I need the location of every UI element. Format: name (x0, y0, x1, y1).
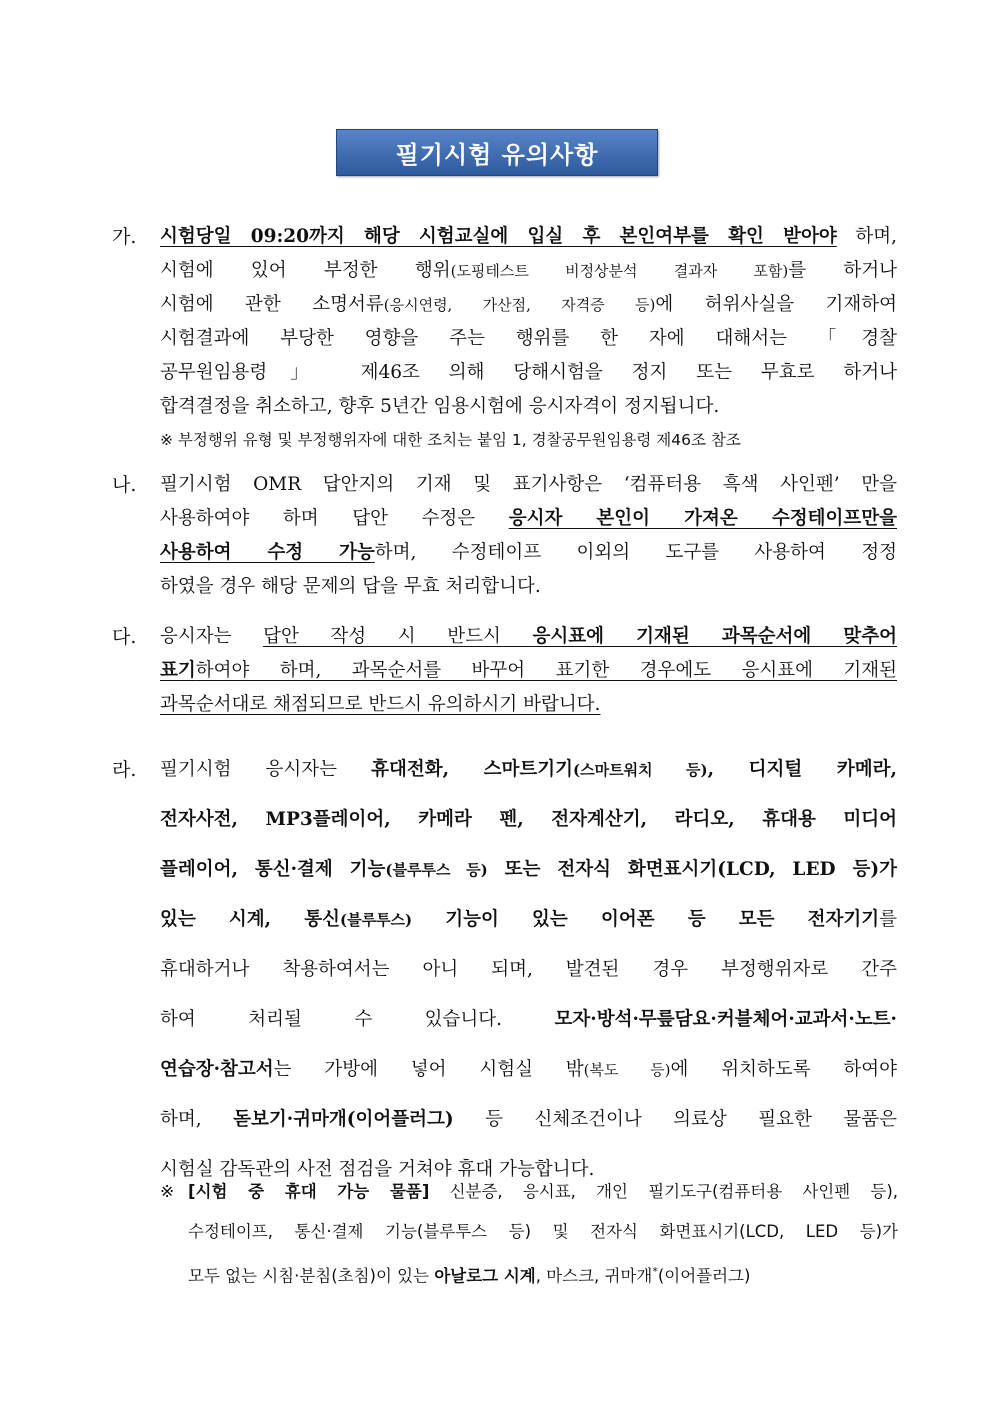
emphasis-text: 돋보기·귀마개(이어플러그) (233, 1109, 454, 1130)
emphasis-text: 응시표에 기재된 과목순서에 맞추어 (532, 626, 897, 647)
body-text: 필기시험 응시자는 (160, 759, 372, 780)
body-text: 휴대하거나 착용하여서는 아니 되며, 발견된 경우 부정행위자로 간주 (160, 959, 897, 980)
emphasis-text: 모자·방석·무릎담요·커블체어·교과서·노트· (554, 1009, 897, 1030)
underlined-text: 답안 작성 시 반드시 (263, 626, 533, 647)
body-text: 공무원임용령」 제46조 의해 당해시험을 정지 또는 무효로 하거나 (160, 362, 897, 383)
section-marker: 가. (112, 226, 137, 248)
emphasis-text: 응시자 본인이 가져온 수정테이프만을 (508, 508, 897, 529)
emphasis-text: 아날로그 시계 (434, 1266, 536, 1286)
underlined-text: 과목순서대로 채점되므로 반드시 유의하시기 바랍니다. (160, 694, 601, 715)
emphasis-text: 또는 전자식 화면표시기(LCD, LED 등)가 (487, 859, 897, 880)
emphasis-text: 연습장·참고서 (160, 1059, 274, 1080)
emphasis-text: 기능이 있는 이어폰 등 모든 전자기기 (412, 909, 880, 930)
section-body (160, 468, 897, 604)
emphasis-text: , 디지털 카메라, (707, 759, 897, 780)
body-text: (도핑테스트 비정상분석 결과자 포함) (450, 262, 789, 280)
emphasis-text: 휴대전화, 스마트기기 (371, 759, 574, 780)
note-body (188, 1172, 898, 1292)
section-marker: 다. (112, 626, 137, 648)
body-text: 시험결과에 부당한 영향을 주는 행위를 한 자에 대해서는 「경찰 (160, 328, 897, 349)
emphasis-text: (블루투스) (339, 911, 413, 929)
emphasis-text: (블루투스 등) (385, 861, 488, 879)
body-text: 합격결정을 취소하고, 향후 5년간 임용시험에 응시자격이 정지됩니다. (160, 396, 720, 417)
body-text: 에 허위사실을 기재하여 (655, 294, 897, 315)
emphasis-text: [시험 중 휴대 가능 물품] (188, 1182, 430, 1201)
body-text: , 마스크, 귀마개 (535, 1266, 653, 1286)
body-text: 응시자는 (160, 626, 264, 647)
body-text: 시험에 있어 부정한 행위 (160, 260, 451, 281)
body-text: 시험에 관한 소명서류 (160, 294, 384, 315)
section-marker: 라. (112, 759, 137, 781)
body-text: 사용하여야 하며 답안 수정은 (160, 508, 509, 529)
body-text: 에 위치하도록 하여야 (670, 1059, 897, 1080)
section-body (160, 220, 897, 456)
emphasis-text: 시험당일 09:20까지 해당 시험교실에 입실 후 본인여부를 확인 받아야 (160, 226, 837, 247)
body-text: 를 하거나 (788, 260, 897, 281)
body-text: 하였을 경우 해당 문제의 답을 무효 처리합니다. (160, 576, 541, 597)
body-text: 수정테이프, 통신·결제 기능(블루투스 등) 및 전자식 화면표시기(LCD, LED 등)가 (188, 1222, 898, 1241)
body-text: 하여 처리될 수 있습니다. (160, 1009, 555, 1030)
footnote-mark: * (652, 1265, 658, 1278)
section-body (160, 620, 897, 722)
emphasis-text: (스마트워치 등) (573, 761, 708, 779)
body-text: 는 가방에 넣어 시험실 밖 (273, 1059, 584, 1080)
section-marker: 나. (112, 474, 137, 496)
page-title-banner (336, 129, 658, 176)
emphasis-text: 전자사전, MP3플레이어, 카메라 펜, 전자계산기, 라디오, 휴대용 미디어 (160, 809, 897, 830)
body-text: 하며, (836, 226, 897, 247)
page-title: 필기시험 유의사항 (395, 141, 599, 169)
emphasis-text: 있는 시계, 통신 (160, 909, 340, 930)
body-text: 시험실 감독관의 사전 점검을 거쳐야 휴대 가능합니다. (160, 1159, 595, 1180)
underlined-text: 하여야 하며, 과목순서를 바꾸어 표기한 경우에도 응시표에 기재된 (195, 660, 897, 681)
emphasis-text: 플레이어, 통신·결제 기능 (160, 859, 386, 880)
body-text: 신분증, 응시표, 개인 필기도구(컴퓨터용 사인펜 등), (429, 1182, 899, 1201)
body-text: 필기시험 OMR 답안지의 기재 및 표기사항은 ‘컴퓨터용 흑색 사인펜’ 만을 (160, 474, 897, 495)
body-text: 모두 없는 시침·분침(초침)이 있는 (188, 1266, 435, 1286)
body-text: (복도 등) (583, 1061, 671, 1079)
body-text: 등 신체조건이나 의료상 필요한 물품은 (453, 1109, 897, 1130)
emphasis-text: 표기 (160, 660, 196, 681)
body-text: (응시연령, 가산점, 자격증 등) (383, 296, 656, 314)
section-body (160, 745, 897, 1195)
body-text: 를 (879, 909, 897, 930)
body-text: (이어플러그) (657, 1266, 751, 1286)
emphasis-text: 사용하여 수정 가능 (160, 542, 375, 563)
note-mark: ※ (160, 1182, 175, 1202)
reference-note: ※ 부정행위 유형 및 부정행위자에 대한 조치는 붙임 1, 경찰공무원임용령 제46조 참조 (160, 431, 741, 449)
body-text: 하며, (160, 1109, 234, 1130)
body-text: 하며, 수정테이프 이외의 도구를 사용하여 정정 (374, 542, 897, 563)
